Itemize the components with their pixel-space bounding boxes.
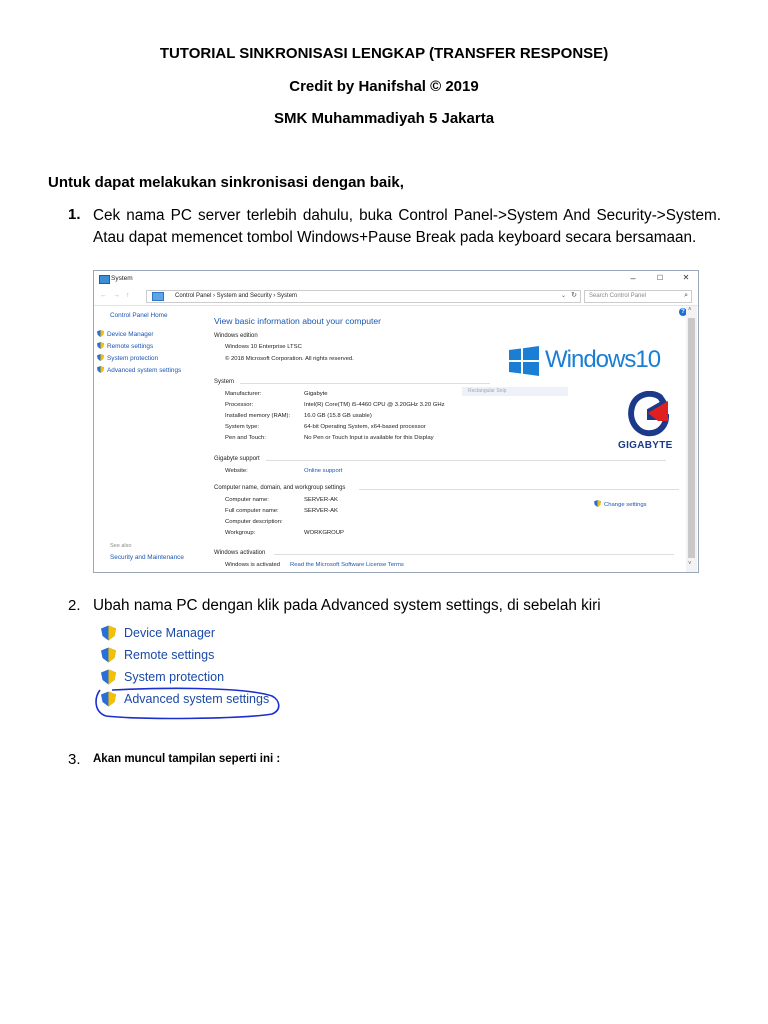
shield-icon: [97, 342, 104, 349]
pen-touch-value: No Pen or Touch Input is available for this Display: [304, 435, 434, 441]
vertical-scrollbar[interactable]: [686, 306, 697, 572]
copyright-text: © 2018 Microsoft Corporation. All rights reserved.: [225, 356, 354, 362]
shield-icon: [97, 354, 104, 361]
step-1-number: 1.: [68, 206, 81, 223]
website-label: Website:: [225, 468, 248, 474]
control-panel-home-link[interactable]: Control Panel Home: [110, 312, 168, 319]
windows-10-logo: [509, 344, 679, 378]
windows-10-wordmark: Windows10: [545, 346, 661, 373]
left-item-label: Device Manager: [107, 331, 154, 338]
edition-name: Windows 10 Enterprise LTSC: [225, 344, 302, 350]
change-settings-label: Change settings: [604, 502, 647, 508]
shield-icon: [101, 625, 116, 641]
workgroup-label: Workgroup:: [225, 530, 256, 536]
credit-line: Credit by Hanifshal © 2019: [289, 78, 479, 95]
activation-section-title: Windows activation: [214, 550, 266, 556]
left-remote-settings[interactable]: [97, 342, 153, 350]
enlarged-item-label: System protection: [124, 670, 225, 684]
address-bar[interactable]: [146, 290, 581, 303]
pen-touch-label: Pen and Touch:: [225, 435, 266, 441]
section-divider: [240, 383, 490, 384]
system-window-screenshot: [93, 270, 699, 573]
shield-icon: [101, 647, 116, 663]
left-pane: [94, 306, 202, 572]
scroll-up-icon[interactable]: ˄: [688, 307, 692, 313]
close-button[interactable]: ✕: [682, 273, 690, 282]
search-placeholder: Search Control Panel: [589, 293, 647, 299]
window-title: System: [111, 275, 133, 282]
left-item-label: Remote settings: [107, 343, 154, 350]
full-computer-name-value: SERVER-AK: [304, 508, 338, 514]
refresh-icon[interactable]: ↻: [571, 292, 577, 299]
nav-arrows-icon[interactable]: ←→↑: [100, 292, 136, 299]
windows-logo-icon: [509, 346, 539, 376]
left-device-manager[interactable]: [97, 330, 154, 338]
computer-name-value: SERVER-AK: [304, 497, 338, 503]
minimize-button[interactable]: –: [630, 273, 636, 283]
processor-value: Intel(R) Core(TM) i5-4460 CPU @ 3.20GHz 3.20 GHz: [304, 402, 445, 408]
school-line: SMK Muhammadiyah 5 Jakarta: [273, 110, 495, 127]
breadcrumb[interactable]: Control Panel › System and Security › System: [175, 293, 298, 299]
address-bar-row: [94, 287, 698, 306]
search-icon[interactable]: ⌕: [684, 292, 688, 299]
left-item-label: Advanced system settings: [107, 367, 182, 374]
intro-text: Untuk dapat melakukan sinkronisasi dengan baik,: [48, 174, 404, 191]
gigabyte-logo: [618, 391, 684, 451]
shield-icon: [97, 366, 104, 373]
full-computer-name-label: Full computer name:: [225, 508, 279, 514]
manufacturer-value: Gigabyte: [304, 391, 328, 397]
system-type-value: 64-bit Operating System, x64-based processor: [304, 424, 426, 430]
title-bar: [94, 271, 698, 287]
edition-section-title: Windows edition: [214, 333, 258, 339]
security-maintenance-link[interactable]: Security and Maintenance: [110, 554, 184, 561]
annotation-circle: [92, 684, 282, 720]
enlarged-remote-settings[interactable]: [101, 646, 321, 666]
left-advanced-system-settings[interactable]: [97, 366, 181, 374]
section-divider: [359, 489, 679, 490]
workgroup-value: WORKGROUP: [304, 530, 344, 536]
processor-label: Processor:: [225, 402, 254, 408]
step-2-text: Ubah nama PC dengan klik pada Advanced system settings, di sebelah kiri: [93, 597, 601, 614]
system-window-icon: [99, 275, 110, 284]
computer-section-title: Computer name, domain, and workgroup settings: [214, 485, 346, 491]
snip-tooltip-ghost: Rectangular Snip: [462, 387, 568, 396]
support-section-title: Gigabyte support: [214, 456, 260, 462]
search-box[interactable]: [584, 290, 692, 303]
maximize-button[interactable]: ☐: [656, 275, 664, 282]
step-3-number: 3.: [68, 751, 81, 768]
activation-status: Windows is activated: [225, 562, 281, 568]
step-3-text: Akan muncul tampilan seperti ini :: [93, 753, 281, 765]
system-type-label: System type:: [225, 424, 260, 430]
enlarged-item-label: Remote settings: [124, 648, 215, 662]
enlarged-item-label: Device Manager: [124, 626, 216, 640]
left-item-label: System protection: [107, 355, 159, 362]
gigabyte-g-icon: [628, 391, 670, 437]
page-heading: View basic information about your computer: [214, 316, 382, 326]
see-also-label: See also: [110, 543, 132, 549]
help-icon[interactable]: ?: [679, 308, 687, 316]
scrollbar-thumb[interactable]: [688, 318, 695, 558]
section-divider: [266, 460, 666, 461]
main-pane: [214, 306, 684, 572]
computer-description-label: Computer description:: [225, 519, 283, 525]
license-terms-link[interactable]: Read the Microsoft Software License Terms: [290, 562, 404, 568]
change-settings-link[interactable]: [594, 500, 647, 508]
computer-name-label: Computer name:: [225, 497, 269, 503]
enlarged-device-manager[interactable]: [101, 624, 321, 644]
section-divider: [274, 554, 674, 555]
shield-icon: [594, 500, 601, 507]
control-panel-icon: [152, 292, 164, 301]
online-support-link[interactable]: Online support: [304, 468, 343, 474]
left-system-protection[interactable]: [97, 354, 158, 362]
manufacturer-label: Manufacturer:: [225, 391, 262, 397]
step-1-text: Cek nama PC server terlebih dahulu, buka Control Panel->System And Security->System. Atau dapat memencet tombol Windows+Pause Break pada keyboard secara bersamaan.: [93, 207, 721, 246]
step-2-number: 2.: [68, 597, 81, 614]
gigabyte-wordmark: GIGABYTE: [618, 440, 673, 451]
doc-title: TUTORIAL SINKRONISASI LENGKAP (TRANSFER RESPONSE): [159, 45, 609, 62]
shield-icon: [97, 330, 104, 337]
scroll-down-icon[interactable]: ˅: [688, 561, 692, 567]
ram-label: Installed memory (RAM):: [225, 413, 291, 419]
shield-icon: [101, 669, 116, 685]
enlarged-item-label: Advanced system settings: [124, 692, 270, 706]
chevron-down-icon[interactable]: ⌄: [560, 293, 566, 299]
system-section-title: System: [214, 379, 235, 385]
ram-value: 16.0 GB (15.8 GB usable): [304, 413, 372, 419]
